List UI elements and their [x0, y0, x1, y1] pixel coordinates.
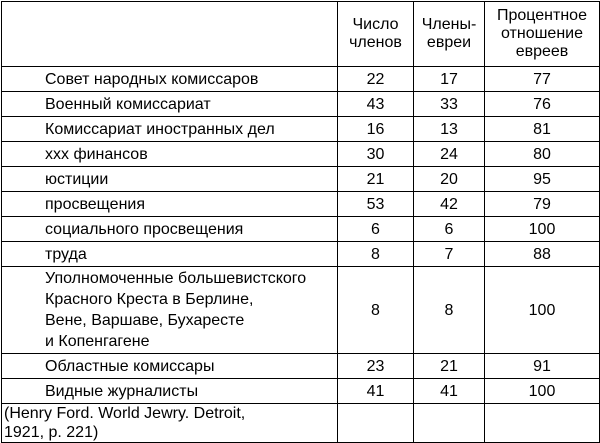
table-row — [2, 267, 600, 354]
row-name: Областные комиссары — [2, 354, 338, 379]
row-percent: 76 — [485, 92, 600, 117]
row-total: 8 — [338, 242, 414, 267]
row-name: социального просвещения — [2, 217, 338, 242]
row-name: Совет народных комиссаров — [2, 67, 338, 92]
row-jews: 33 — [414, 92, 485, 117]
row-name: юстиции — [2, 167, 338, 192]
row-total: 23 — [338, 354, 414, 379]
source-citation: (Henry Ford. World Jewry. Detroit, 1921, p. 221) — [2, 404, 338, 443]
row-jews: 41 — [414, 379, 485, 404]
table-row — [2, 167, 600, 192]
header-total-members: Число членов — [338, 2, 414, 67]
table-row — [2, 217, 600, 242]
row-total: 21 — [338, 167, 414, 192]
row-jews: 8 — [414, 267, 485, 354]
row-jews: 6 — [414, 217, 485, 242]
table-row — [2, 67, 600, 92]
row-percent: 77 — [485, 67, 600, 92]
row-percent: 95 — [485, 167, 600, 192]
header-jewish-percentage: Процентное отношение евреев — [485, 2, 600, 67]
row-total: 22 — [338, 67, 414, 92]
row-name: Комиссариат иностранных дел — [2, 117, 338, 142]
row-jews: 24 — [414, 142, 485, 167]
row-total: 41 — [338, 379, 414, 404]
row-total: 8 — [338, 267, 414, 354]
table-row — [2, 142, 600, 167]
row-jews: 42 — [414, 192, 485, 217]
row-name: просвещения — [2, 192, 338, 217]
row-name: Видные журналисты — [2, 379, 338, 404]
empty-cell — [414, 404, 485, 443]
table-row — [2, 379, 600, 404]
row-jews: 21 — [414, 354, 485, 379]
row-percent: 91 — [485, 354, 600, 379]
row-jews: 7 — [414, 242, 485, 267]
header-name-cell — [2, 2, 338, 67]
row-total: 6 — [338, 217, 414, 242]
row-name: Уполномоченные большевистского Красного Креста в Берлине, Вене, Варшаве, Бухаресте и Копенгагене — [2, 267, 338, 354]
table-row — [2, 92, 600, 117]
row-name: xxx финансов — [2, 142, 338, 167]
row-name: труда — [2, 242, 338, 267]
row-jews: 17 — [414, 67, 485, 92]
row-jews: 13 — [414, 117, 485, 142]
row-percent: 79 — [485, 192, 600, 217]
row-total: 43 — [338, 92, 414, 117]
header-jewish-members: Члены- евреи — [414, 2, 485, 67]
row-percent: 100 — [485, 379, 600, 404]
row-jews: 20 — [414, 167, 485, 192]
row-percent: 100 — [485, 217, 600, 242]
empty-cell — [338, 404, 414, 443]
table-row — [2, 117, 600, 142]
empty-cell — [485, 404, 600, 443]
row-total: 53 — [338, 192, 414, 217]
row-percent: 81 — [485, 117, 600, 142]
row-percent: 100 — [485, 267, 600, 354]
source-row — [2, 404, 600, 443]
table-row — [2, 354, 600, 379]
table-row — [2, 242, 600, 267]
row-total: 30 — [338, 142, 414, 167]
table-row — [2, 192, 600, 217]
row-percent: 88 — [485, 242, 600, 267]
header-row — [2, 2, 600, 67]
statistics-table — [1, 1, 600, 443]
row-total: 16 — [338, 117, 414, 142]
row-name: Военный комиссариат — [2, 92, 338, 117]
row-percent: 80 — [485, 142, 600, 167]
